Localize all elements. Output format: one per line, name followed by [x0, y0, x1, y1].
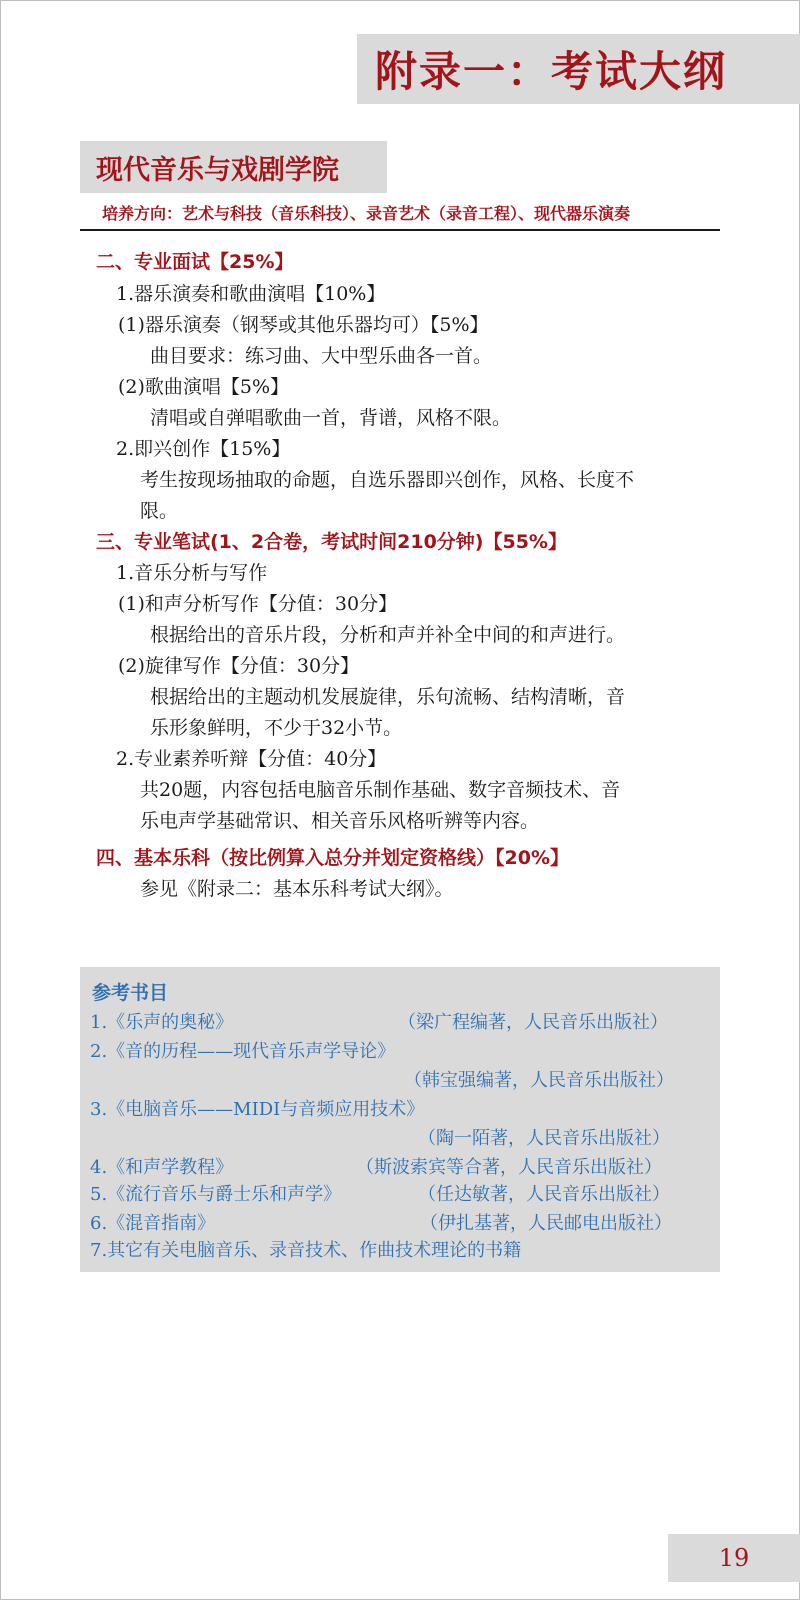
interview-item-2: 2.即兴创作【15%】 [116, 438, 291, 460]
interview-item-1-2-desc: 清唱或自弹唱歌曲一首，背谱，风格不限。 [150, 407, 512, 429]
written-item-2: 2.专业素养听辩【分值：40分】 [116, 748, 387, 770]
written-item-2-desc: 共20题，内容包括电脑音乐制作基础、数字音频技术、音 [140, 779, 621, 801]
reference-publisher: （韩宝强编著，人民音乐出版社） [404, 1070, 674, 1091]
appendix-title: 附录一：考试大纲 [357, 34, 800, 104]
reference-item: 4.《和声学教程》 [90, 1157, 234, 1178]
basic-item-desc: 参见《附录二：基本乐科考试大纲》。 [140, 878, 454, 900]
reference-item: 7.其它有关电脑音乐、录音技术、作曲技术理论的书籍 [90, 1240, 522, 1261]
reference-item: 3.《电脑音乐——MIDI与音频应用技术》 [90, 1099, 425, 1120]
written-item-1-2-desc-cont: 乐形象鲜明，不少于32小节。 [150, 717, 403, 739]
training-direction: 培养方向：艺术与科技（音乐科技）、录音艺术（录音工程）、现代器乐演奏 [102, 204, 631, 223]
interview-item-1-1: (1)器乐演奏（钢琴或其他乐器均可）【5%】 [118, 314, 489, 336]
interview-item-1: 1.器乐演奏和歌曲演唱【10%】 [116, 283, 386, 305]
page-number: 19 [668, 1534, 800, 1582]
reference-item: 6.《混音指南》 [90, 1213, 216, 1234]
interview-item-1-2: (2)歌曲演唱【5%】 [118, 376, 290, 398]
written-item-1-2-desc: 根据给出的主题动机发展旋律，乐句流畅、结构清晰，音 [150, 686, 626, 708]
reference-item: 5.《流行音乐与爵士乐和声学》 [90, 1184, 342, 1205]
interview-item-1-1-desc: 曲目要求：练习曲、大中型乐曲各一首。 [150, 345, 493, 367]
section-interview-title: 二、专业面试【25%】 [96, 251, 294, 273]
written-item-2-desc-cont: 乐电声学基础常识、相关音乐风格听辨等内容。 [140, 810, 540, 832]
reference-publisher: （梁广程编著，人民音乐出版社） [398, 1012, 668, 1033]
written-item-1-2: (2)旋律写作【分值：30分】 [118, 655, 360, 677]
references-title: 参考书目 [92, 982, 169, 1004]
interview-item-2-desc: 考生按现场抽取的命题，自选乐器即兴创作，风格、长度不 [140, 469, 635, 491]
written-item-1-1-desc: 根据给出的音乐片段，分析和声并补全中间的和声进行。 [150, 624, 626, 646]
section-divider [80, 229, 720, 231]
written-item-1-1: (1)和声分析写作【分值：30分】 [118, 593, 398, 615]
written-item-1: 1.音乐分析与写作 [116, 562, 268, 584]
reference-item: 1.《乐声的奥秘》 [90, 1012, 234, 1033]
reference-publisher: （陶一陌著，人民音乐出版社） [418, 1128, 670, 1149]
reference-item: 2.《音的历程——现代音乐声学导论》 [90, 1041, 396, 1062]
reference-publisher: （伊扎基著，人民邮电出版社） [420, 1213, 672, 1234]
college-name: 现代音乐与戏剧学院 [80, 141, 387, 193]
section-written-title: 三、专业笔试(1、2合卷，考试时间210分钟)【55%】 [96, 531, 567, 553]
reference-publisher: （斯波索宾等合著，人民音乐出版社） [356, 1157, 662, 1178]
reference-publisher: （任达敏著，人民音乐出版社） [418, 1184, 670, 1205]
section-basic-title: 四、基本乐科（按比例算入总分并划定资格线）【20%】 [96, 847, 569, 869]
interview-item-2-desc-cont: 限。 [140, 500, 179, 522]
